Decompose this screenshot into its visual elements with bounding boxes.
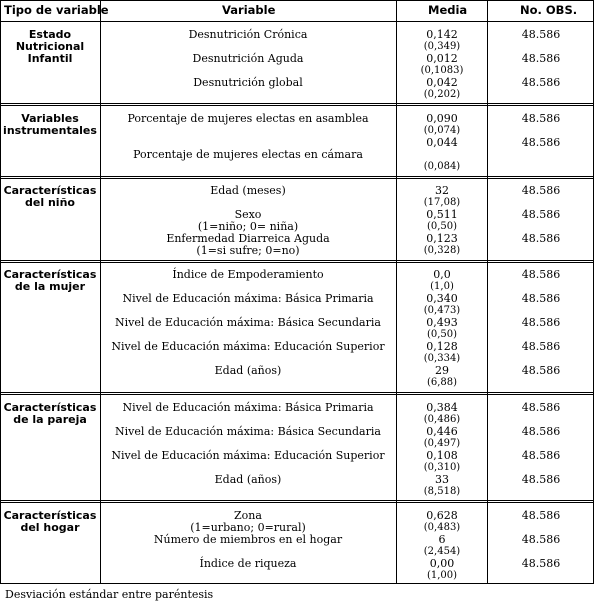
obs-value: 48.586 <box>521 340 561 353</box>
variable-name: Sexo <box>234 208 262 221</box>
obs-value: 48.586 <box>521 449 561 462</box>
variable-name: Índice de riqueza <box>199 557 297 570</box>
sd-value: (6,88) <box>426 377 458 388</box>
media-value: 32 <box>435 184 449 197</box>
media-value: 0,042 <box>426 76 458 89</box>
variable-name: Número de miembros en el hogar <box>153 533 343 546</box>
variable-name: Edad (meses) <box>210 184 286 197</box>
variable-name: Nivel de Educación máxima: Educación Superior <box>111 340 385 353</box>
variable-subtitle: (1=si sufre; 0=no) <box>196 244 300 257</box>
sd-value: (0,310) <box>423 462 461 473</box>
obs-value: 48.586 <box>521 112 561 125</box>
group-divider <box>0 392 594 393</box>
group-label: Características del hogar <box>3 509 97 534</box>
variable-name: Zona <box>234 509 262 522</box>
sd-value: (1,00) <box>426 570 458 581</box>
media-value: 33 <box>435 473 449 486</box>
media-value: 0,493 <box>426 316 458 329</box>
group-label: Características del niño <box>3 184 97 209</box>
media-value: 0,00 <box>429 557 455 570</box>
variable-name: Enfermedad Diarreica Aguda <box>166 232 330 245</box>
variable-name: Edad (años) <box>214 364 282 377</box>
media-value: 0,123 <box>426 232 458 245</box>
media-value: 0,044 <box>426 136 458 149</box>
sd-value: (0,328) <box>423 245 461 256</box>
obs-value: 48.586 <box>521 76 561 89</box>
obs-value: 48.586 <box>521 557 561 570</box>
group-divider <box>0 260 594 261</box>
sd-value: (8,518) <box>423 486 461 497</box>
variable-name: Nivel de Educación máxima: Básica Primaria <box>122 401 374 414</box>
media-value: 0,142 <box>426 28 458 41</box>
sd-value: (1,0) <box>430 281 454 292</box>
variable-name: Desnutrición Crónica <box>188 28 308 41</box>
sd-value: (0,50) <box>426 221 458 232</box>
obs-value: 48.586 <box>521 184 561 197</box>
sd-value: (0,497) <box>423 438 461 449</box>
variable-name: Nivel de Educación máxima: Educación Superior <box>111 449 385 462</box>
obs-value: 48.586 <box>521 473 561 486</box>
variable-name: Nivel de Educación máxima: Básica Primaria <box>122 292 374 305</box>
media-value: 0,090 <box>426 112 458 125</box>
variable-name: Nivel de Educación máxima: Básica Secundaria <box>115 316 381 329</box>
header-tipo: Tipo de variable <box>4 3 109 17</box>
variable-subtitle: (1=urbano; 0=rural) <box>190 521 306 534</box>
obs-value: 48.586 <box>521 268 561 281</box>
media-value: 0,384 <box>426 401 458 414</box>
obs-value: 48.586 <box>521 208 561 221</box>
sd-value: (0,202) <box>423 89 461 100</box>
sd-value: (0,473) <box>423 305 461 316</box>
table-border-top <box>0 0 594 1</box>
group-label: Características de la mujer <box>3 268 97 293</box>
media-value: 0,128 <box>426 340 458 353</box>
variable-name: Índice de Empoderamiento <box>172 268 324 281</box>
variable-name: Porcentaje de mujeres electas en asamblea <box>127 112 369 125</box>
group-divider <box>0 500 594 501</box>
obs-value: 48.586 <box>521 509 561 522</box>
variable-subtitle: (1=niño; 0= niña) <box>197 220 299 233</box>
obs-value: 48.586 <box>521 401 561 414</box>
media-value: 0,446 <box>426 425 458 438</box>
sd-value: (0,483) <box>423 522 461 533</box>
variable-name: Desnutrición global <box>193 76 303 89</box>
media-value: 29 <box>435 364 449 377</box>
obs-value: 48.586 <box>521 425 561 438</box>
media-value: 0,0 <box>433 268 451 281</box>
sd-value: (0,1083) <box>420 65 464 76</box>
group-divider <box>0 176 594 177</box>
sd-value: (0,349) <box>423 41 461 52</box>
group-label: Estado Nutricional Infantil <box>15 28 85 65</box>
variable-name: Porcentaje de mujeres electas en cámara <box>133 148 363 161</box>
variable-name: Edad (años) <box>214 473 282 486</box>
sd-value: (0,486) <box>423 414 461 425</box>
group-divider <box>0 103 594 104</box>
header-obs: No. OBS. <box>520 3 578 17</box>
media-value: 0,628 <box>426 509 458 522</box>
variable-name: Nivel de Educación máxima: Básica Secundaria <box>115 425 381 438</box>
table-border-bottom <box>0 583 594 584</box>
obs-value: 48.586 <box>521 232 561 245</box>
obs-value: 48.586 <box>521 52 561 65</box>
sd-value: (0,50) <box>426 329 458 340</box>
table-footnote: Desviación estándar entre paréntesis <box>5 588 214 601</box>
group-label: Variables instrumentales <box>3 112 97 137</box>
header-media: Media <box>428 3 468 17</box>
media-value: 0,340 <box>426 292 458 305</box>
obs-value: 48.586 <box>521 364 561 377</box>
media-value: 6 <box>438 533 446 546</box>
group-label: Características de la pareja <box>3 401 97 426</box>
header-divider <box>0 21 594 22</box>
media-value: 0,511 <box>426 208 458 221</box>
sd-value: (0,074) <box>423 125 461 136</box>
variable-name: Desnutrición Aguda <box>192 52 304 65</box>
sd-value: (2,454) <box>423 546 461 557</box>
obs-value: 48.586 <box>521 316 561 329</box>
obs-value: 48.586 <box>521 136 561 149</box>
sd-value: (0,084) <box>423 161 461 172</box>
obs-value: 48.586 <box>521 292 561 305</box>
header-variable: Variable <box>222 3 276 17</box>
media-value: 0,108 <box>426 449 458 462</box>
media-value: 0,012 <box>426 52 458 65</box>
obs-value: 48.586 <box>521 533 561 546</box>
sd-value: (17,08) <box>423 197 461 208</box>
sd-value: (0,334) <box>423 353 461 364</box>
obs-value: 48.586 <box>521 28 561 41</box>
